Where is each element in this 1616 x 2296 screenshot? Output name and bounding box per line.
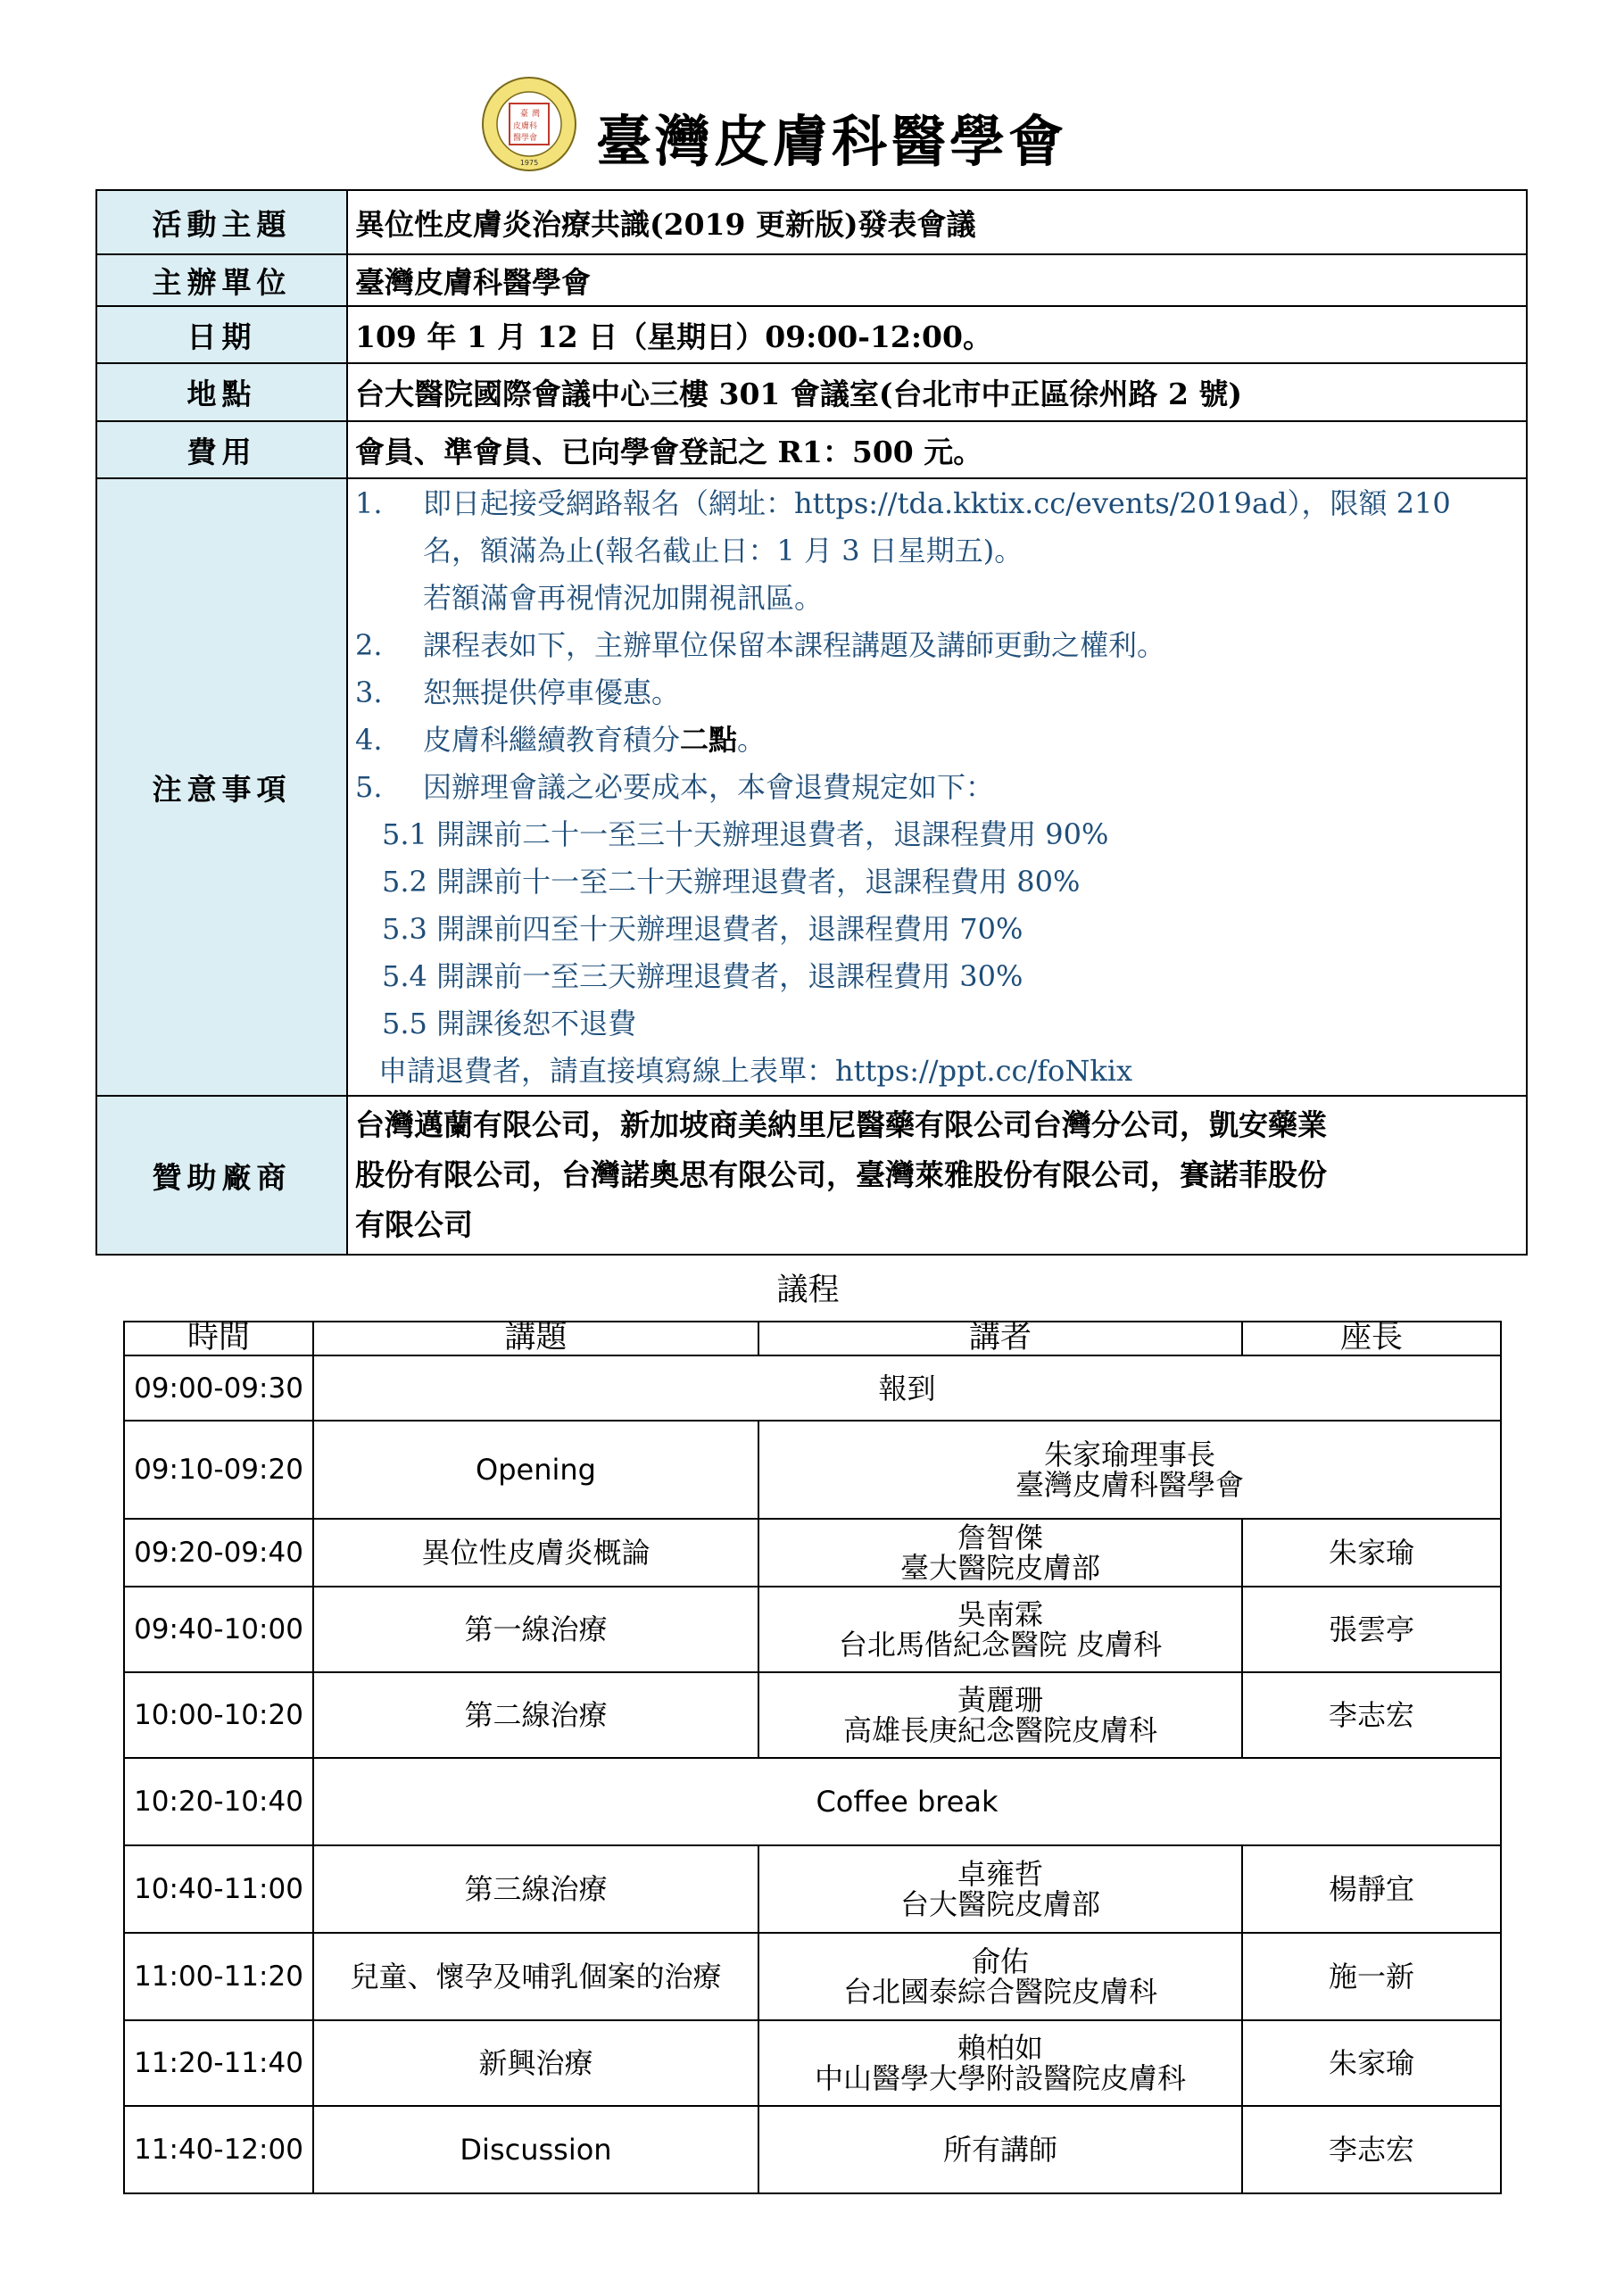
- refund-form-link: 申請退費者，請直接填寫線上表單：https://ppt.cc/foNkix: [378, 1053, 1132, 1088]
- agenda-time: 09:00-09:30: [124, 1355, 313, 1421]
- fee-value: 會員、準會員、已向學會登記之 R1：500 元。: [347, 421, 1527, 478]
- note-item: [355, 717, 1522, 764]
- speaker-name: 朱家瑜理事長: [1043, 1438, 1215, 1471]
- speaker-affiliation: 高雄長庚紀念醫院皮膚科: [842, 1713, 1157, 1747]
- note-text: 即日起接受網路報名（網址：https://tda.kktix.cc/events/2019ad），限額 210: [423, 485, 1451, 520]
- refund-rule: 5.3 開課前四至十天辦理退費者，退課程費用 70%: [382, 911, 1023, 946]
- note-number: 3.: [355, 675, 383, 709]
- agenda-speaker: [758, 1933, 1242, 2020]
- agenda-time: 09:20-09:40: [124, 1519, 313, 1587]
- agenda-speaker: [758, 1519, 1242, 1587]
- col-header-chair: 座長: [1242, 1322, 1501, 1355]
- sponsor-line: 股份有限公司，台灣諾奧思有限公司，臺灣萊雅股份有限公司，賽諾菲股份: [355, 1157, 1327, 1192]
- speaker-name: 吳南霖: [957, 1597, 1043, 1631]
- agenda-topic: 新興治療: [313, 2020, 758, 2106]
- agenda-topic: 第三線治療: [313, 1845, 758, 1933]
- agenda-chair: 朱家瑜: [1242, 2020, 1501, 2106]
- host-label: 主辦單位: [96, 254, 347, 306]
- agenda-chair: 李志宏: [1242, 1672, 1501, 1758]
- agenda-time: 10:00-10:20: [124, 1672, 313, 1758]
- agenda-speaker: [758, 1845, 1242, 1933]
- agenda-header-row: [124, 1322, 1501, 1355]
- refund-rule: 5.1 開課前二十一至三十天辦理退費者，退課程費用 90%: [382, 816, 1109, 851]
- refund-rule: 5.2 開課前十一至二十天辦理退費者，退課程費用 80%: [382, 864, 1081, 899]
- speaker-affiliation: 中山醫學大學附設醫院皮膚科: [814, 2061, 1186, 2095]
- svg-text:臺: 臺: [520, 110, 529, 119]
- sponsor-label: 贊助廠商: [96, 1096, 347, 1255]
- note-item: [355, 480, 1522, 527]
- agenda-time: 09:10-09:20: [124, 1421, 313, 1519]
- note-text-cont: 若額滿會再視情況加開視訊區。: [423, 580, 824, 615]
- speaker-affiliation: 台北國泰綜合醫院皮膚科: [842, 1975, 1157, 2009]
- agenda-topic: 異位性皮膚炎概論: [313, 1519, 758, 1587]
- agenda-topic: Discussion: [313, 2106, 758, 2193]
- agenda-chair: 楊靜宜: [1242, 1845, 1501, 1933]
- note-text-cont: 名，額滿為止(報名截止日：1 月 3 日星期五)。: [423, 533, 1023, 568]
- notes-label: 注意事項: [96, 478, 347, 1096]
- note-number: 1.: [355, 485, 383, 520]
- topic-label: 活動主題: [96, 190, 347, 254]
- speaker-name: 黃麗珊: [957, 1683, 1043, 1717]
- sponsor-line: 有限公司: [355, 1207, 473, 1242]
- agenda-row: [124, 1933, 1501, 2020]
- agenda-time: 11:40-12:00: [124, 2106, 313, 2193]
- host-value: 臺灣皮膚科醫學會: [347, 254, 1527, 306]
- refund-rule: 5.4 開課前一至三天辦理退費者，退課程費用 30%: [382, 958, 1023, 993]
- note-item: [355, 622, 1522, 669]
- agenda-table: [123, 1321, 1502, 2194]
- speaker-name: 卓雍哲: [957, 1857, 1043, 1891]
- agenda-topic: 第二線治療: [313, 1672, 758, 1758]
- agenda-topic: 第一線治療: [313, 1587, 758, 1672]
- agenda-time: 09:40-10:00: [124, 1587, 313, 1672]
- date-label: 日期: [96, 306, 347, 363]
- svg-text:1975: 1975: [519, 159, 539, 167]
- notes-list: [348, 480, 1526, 1095]
- note-number: 4.: [355, 722, 383, 757]
- agenda-topic: 報到: [313, 1355, 1501, 1421]
- agenda-chair: 施一新: [1242, 1933, 1501, 2020]
- refund-rule: 5.5 開課後恕不退費: [382, 1006, 637, 1040]
- association-logo: [480, 75, 578, 173]
- date-value: 109 年 1 月 12 日（星期日）09:00-12:00。: [347, 306, 1527, 363]
- col-header-speaker: 講者: [758, 1322, 1242, 1355]
- credit-points: 二點: [680, 722, 738, 757]
- agenda-row: [124, 2020, 1501, 2106]
- svg-text:醫學會: 醫學會: [513, 134, 538, 143]
- agenda-row: [124, 1587, 1501, 1672]
- speaker-affiliation: 台大醫院皮膚部: [899, 1887, 1100, 1921]
- venue-label: 地點: [96, 363, 347, 421]
- note-item: [355, 764, 1522, 811]
- sponsor-cell: [347, 1096, 1527, 1255]
- speaker-name: 賴柏如: [957, 2031, 1043, 2065]
- col-header-time: 時間: [124, 1322, 313, 1355]
- agenda-row: [124, 2106, 1501, 2193]
- col-header-topic: 講題: [313, 1322, 758, 1355]
- svg-text:灣: 灣: [532, 110, 541, 119]
- fee-label: 費用: [96, 421, 347, 478]
- topic-value: 異位性皮膚炎治療共識(2019 更新版)發表會議: [347, 190, 1527, 254]
- agenda-topic: 兒童、懷孕及哺乳個案的治療: [313, 1933, 758, 2020]
- speaker-affiliation: 臺大醫院皮膚部: [899, 1551, 1100, 1585]
- agenda-chair: 朱家瑜: [1242, 1519, 1501, 1587]
- agenda-row: [124, 1421, 1501, 1519]
- note-item: [355, 669, 1522, 717]
- speaker-name: 俞佑: [971, 1944, 1029, 1978]
- agenda-time: 10:20-10:40: [124, 1758, 313, 1845]
- agenda-row: [124, 1758, 1501, 1845]
- org-title: 臺灣皮膚科醫學會: [596, 109, 1068, 174]
- note-text: 恕無提供停車優惠。: [423, 675, 681, 709]
- agenda-topic: Opening: [313, 1421, 758, 1519]
- note-number: 5.: [355, 769, 383, 804]
- agenda-speaker: [758, 2020, 1242, 2106]
- svg-text:皮膚科: 皮膚科: [513, 122, 538, 131]
- agenda-speaker: [758, 1672, 1242, 1758]
- notes-cell: [347, 478, 1527, 1096]
- note-text: 課程表如下，主辦單位保留本課程講題及講師更動之權利。: [423, 627, 1166, 662]
- note-text: 皮膚科繼續教育積分二點。: [423, 722, 767, 757]
- agenda-time: 10:40-11:00: [124, 1845, 313, 1933]
- sponsor-line: 台灣邁蘭有限公司，新加坡商美納里尼醫藥有限公司台灣分公司，凱安藥業: [355, 1107, 1327, 1142]
- agenda-topic: Coffee break: [313, 1758, 1501, 1845]
- speaker-affiliation: 臺灣皮膚科醫學會: [1015, 1468, 1244, 1502]
- note-text: 因辦理會議之必要成本，本會退費規定如下：: [423, 769, 995, 804]
- agenda-row: [124, 1672, 1501, 1758]
- speaker-name: 詹智傑: [957, 1521, 1043, 1554]
- agenda-speaker: 所有講師: [758, 2106, 1242, 2193]
- agenda-time: 11:20-11:40: [124, 2020, 313, 2106]
- note-number: 2.: [355, 627, 383, 662]
- agenda-chair: 李志宏: [1242, 2106, 1501, 2193]
- agenda-row: [124, 1519, 1501, 1587]
- agenda-chair: 張雲亭: [1242, 1587, 1501, 1672]
- venue-value: 台大醫院國際會議中心三樓 301 會議室(台北市中正區徐州路 2 號): [347, 363, 1527, 421]
- sponsor-list: [348, 1097, 1526, 1254]
- agenda-title: 議程: [776, 1272, 840, 1308]
- agenda-speaker: [758, 1421, 1501, 1519]
- agenda-time: 11:00-11:20: [124, 1933, 313, 2020]
- agenda-row: [124, 1355, 1501, 1421]
- agenda-speaker: [758, 1587, 1242, 1672]
- event-info-table: [95, 189, 1528, 1256]
- speaker-affiliation: 台北馬偕紀念醫院 皮膚科: [838, 1628, 1163, 1662]
- agenda-row: [124, 1845, 1501, 1933]
